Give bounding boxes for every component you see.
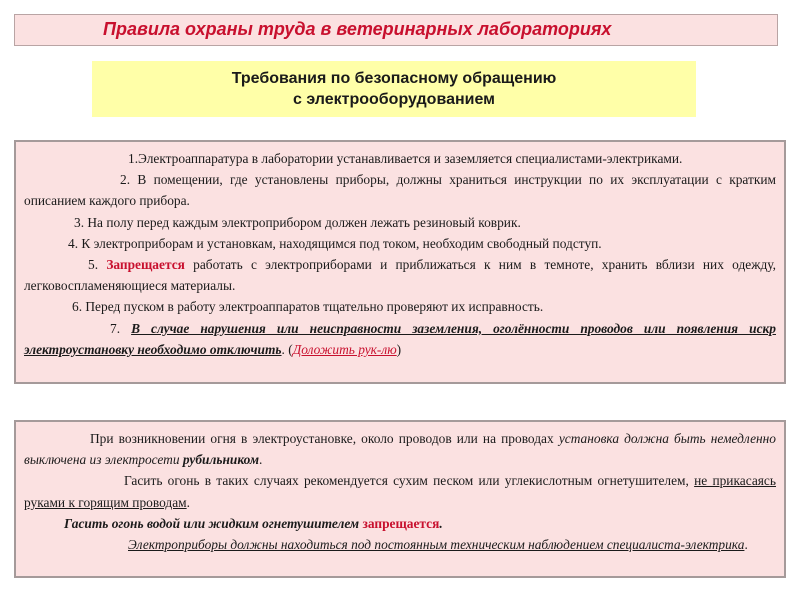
fire-p3-end: . [439, 515, 443, 531]
requirement-item-7 [24, 318, 776, 360]
fire-p2-underline: не прикасаясь руками к горящим проводам [24, 473, 776, 510]
requirement-item-7-emphasis: В случае нарушения или неисправности заземления, оголённости проводов или появления искр электроустановку необходимо отключить [24, 320, 776, 357]
requirement-item-7-punct: . ( [281, 341, 293, 357]
fire-p1-plain: При возникновении огня в электроустановке, около проводов или на проводах [90, 431, 559, 446]
requirement-item-5-text: работать с электроприборами и приближаться к ним в темноте, хранить вблизи них одежду, легковоспламеняющиеся материалы. [24, 257, 777, 294]
requirement-item-1-text: 1.Электроаппаратура в лаборатории устанавливается и заземляется специалистами-электриками. [128, 151, 683, 166]
requirement-item-3 [24, 212, 776, 233]
page-title: Правила охраны труда в ветеринарных лабораториях [103, 19, 612, 39]
fire-p1-end: . [259, 452, 263, 468]
requirement-item-7-close: ) [396, 341, 402, 357]
subtitle-line-1: Требования по безопасному обращению [231, 70, 557, 87]
fire-paragraph-4 [24, 534, 776, 555]
requirement-item-3-text: 3. На полу перед каждым электроприбором должен лежать резиновый коврик. [74, 214, 521, 230]
requirement-item-6 [24, 296, 776, 317]
subtitle-line-2: с электрооборудованием [293, 91, 495, 108]
fire-paragraph-2 [24, 470, 776, 512]
fire-p1-bold: рубильником [182, 452, 259, 468]
requirement-item-7-number: 7. [110, 320, 132, 336]
requirement-item-2-text: 2. В помещении, где установлены приборы, должны храниться инструкции по их эксплуатации с кратким описанием каждого прибора. [24, 172, 776, 209]
subtitle-banner [92, 61, 696, 117]
fire-p3-bold: Гасить огонь водой или жидким огнетушителем [64, 515, 363, 531]
fire-p2-plain: Гасить огонь в таких случаях рекомендуется сухим песком или углекислотным огнетушителем, [124, 473, 695, 489]
fire-paragraph-3 [24, 513, 776, 534]
requirement-item-6-text: 6. Перед пуском в работу электроаппаратов тщательно проверяют их исправность. [72, 299, 544, 315]
requirement-item-4-text: 4. К электроприборам и установкам, находящимся под током, необходим свободный подступ. [68, 235, 602, 251]
requirement-item-5 [24, 254, 776, 296]
fire-safety-panel [14, 420, 786, 578]
fire-p3-prohibited: запрещается [362, 515, 440, 531]
fire-p1-italic: установка должна быть немедленно выключена из электросети [24, 431, 777, 468]
fire-p4-end: . [744, 537, 748, 553]
fire-paragraph-1 [24, 428, 776, 470]
requirement-item-2 [24, 169, 776, 211]
fire-p2-end: . [186, 494, 190, 510]
prohibited-highlight: Запрещается [106, 257, 185, 273]
requirement-item-5-number: 5. [88, 257, 107, 273]
report-to-manager-link: Доложить рук-лю [292, 341, 397, 357]
fire-p4-italic: Электроприборы должны находиться под постоянным техническим наблюдением специалиста-электрика [128, 537, 745, 553]
requirement-item-1 [24, 148, 776, 169]
requirement-item-4 [24, 233, 776, 254]
requirements-panel [14, 140, 786, 384]
title-banner [14, 14, 778, 46]
